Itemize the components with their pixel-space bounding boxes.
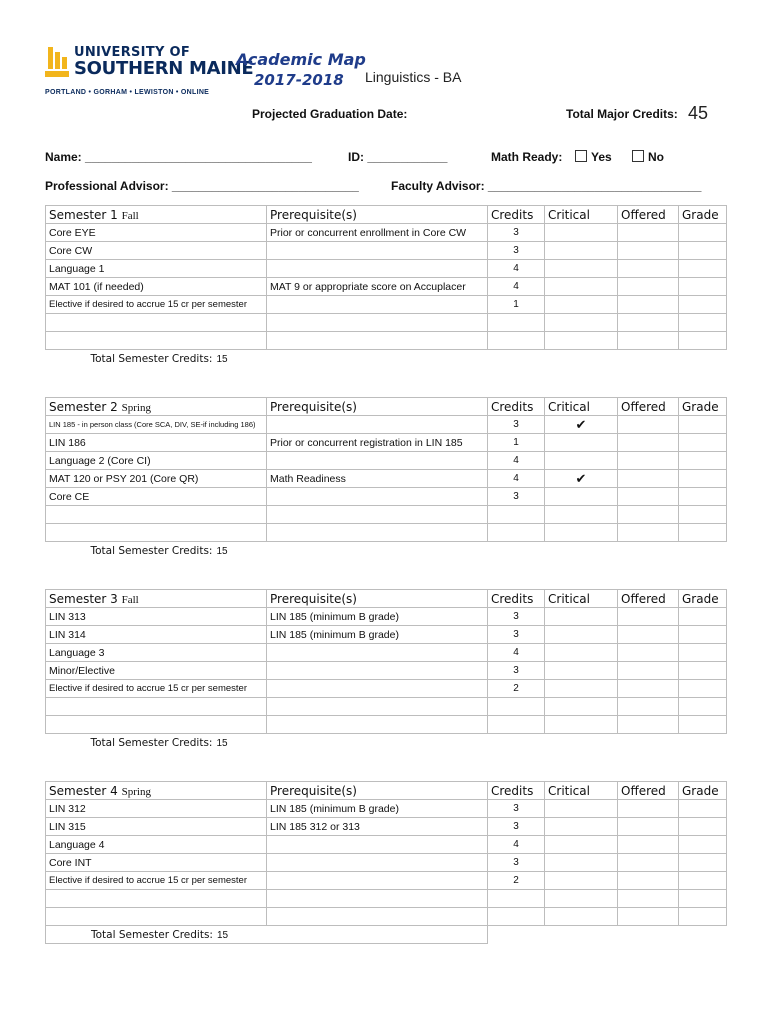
offered-header: Offered (618, 782, 679, 800)
critical-cell (545, 836, 618, 854)
semester-header-row (46, 590, 727, 608)
offered-header: Offered (618, 206, 679, 224)
offered-header: Offered (618, 590, 679, 608)
table-row (46, 800, 727, 818)
course-cell: Elective if desired to accrue 15 cr per semester (46, 680, 267, 698)
credits-cell: 4 (488, 452, 545, 470)
offered-cell (618, 872, 679, 890)
prereq-cell (267, 644, 488, 662)
credits-cell: 3 (488, 488, 545, 506)
critical-cell (545, 488, 618, 506)
critical-header: Critical (545, 590, 618, 608)
offered-cell (618, 224, 679, 242)
empty-row (46, 524, 727, 542)
credits-cell: 3 (488, 608, 545, 626)
total-row (46, 542, 727, 560)
math-ready-no[interactable] (632, 150, 664, 164)
program-name: Linguistics - BA (365, 69, 462, 85)
course-cell: Core CE (46, 488, 267, 506)
grade-cell[interactable] (679, 680, 727, 698)
critical-cell (545, 626, 618, 644)
prereq-cell: Prior or concurrent enrollment in Core CW (267, 224, 488, 242)
course-cell: Minor/Elective (46, 662, 267, 680)
course-cell: LIN 313 (46, 608, 267, 626)
no-label: No (648, 150, 664, 164)
grade-header: Grade (679, 206, 727, 224)
course-cell: Elective if desired to accrue 15 cr per semester (46, 872, 267, 890)
offered-cell (618, 488, 679, 506)
prereq-cell (267, 854, 488, 872)
prereq-cell (267, 836, 488, 854)
critical-cell (545, 872, 618, 890)
credits-cell: 3 (488, 818, 545, 836)
table-row (46, 296, 727, 314)
offered-cell (618, 818, 679, 836)
critical-cell (545, 260, 618, 278)
semester-header-row (46, 206, 727, 224)
grade-cell[interactable] (679, 800, 727, 818)
credits-cell: 1 (488, 296, 545, 314)
prereq-header: Prerequisite(s) (267, 590, 488, 608)
yes-checkbox[interactable] (575, 150, 587, 162)
offered-cell (618, 470, 679, 488)
table-row (46, 452, 727, 470)
course-cell: Language 1 (46, 260, 267, 278)
grade-cell[interactable] (679, 872, 727, 890)
course-cell: LIN 185 - in person class (Core SCA, DIV, SE-if including 186) (46, 416, 267, 434)
empty-row (46, 332, 727, 350)
offered-cell (618, 416, 679, 434)
semester-4-table (45, 781, 727, 944)
critical-cell (545, 224, 618, 242)
total-semester-credits: Total Semester Credits: 15 (90, 736, 228, 749)
semester-3-table (45, 589, 727, 751)
empty-row (46, 506, 727, 524)
projected-graduation-label: Projected Graduation Date: (252, 107, 408, 121)
grade-header: Grade (679, 398, 727, 416)
grade-cell[interactable] (679, 242, 727, 260)
critical-cell (545, 818, 618, 836)
offered-cell (618, 452, 679, 470)
critical-check-icon: ✔ (575, 471, 587, 487)
offered-cell (618, 242, 679, 260)
grade-cell[interactable] (679, 662, 727, 680)
prereq-cell: LIN 185 (minimum B grade) (267, 608, 488, 626)
table-row (46, 680, 727, 698)
table-row (46, 416, 727, 434)
course-cell: Language 2 (Core CI) (46, 452, 267, 470)
credits-header: Credits (488, 782, 545, 800)
prereq-cell: LIN 185 312 or 313 (267, 818, 488, 836)
grade-header: Grade (679, 782, 727, 800)
empty-row (46, 698, 727, 716)
empty-row (46, 908, 727, 926)
critical-cell (545, 452, 618, 470)
semester-header-row (46, 782, 727, 800)
table-row (46, 278, 727, 296)
grade-cell[interactable] (679, 296, 727, 314)
total-row (46, 734, 727, 752)
prereq-cell (267, 416, 488, 434)
map-year: 2017-2018 (254, 71, 344, 89)
grade-cell[interactable] (679, 854, 727, 872)
critical-cell (545, 434, 618, 452)
total-row (46, 926, 727, 944)
credits-cell: 3 (488, 800, 545, 818)
course-cell: Core EYE (46, 224, 267, 242)
grade-cell[interactable] (679, 224, 727, 242)
grade-cell[interactable] (679, 836, 727, 854)
credits-cell: 3 (488, 626, 545, 644)
critical-cell (545, 644, 618, 662)
course-cell: Elective if desired to accrue 15 cr per semester (46, 296, 267, 314)
semester-2-table (45, 397, 727, 559)
prereq-cell (267, 680, 488, 698)
credits-cell: 2 (488, 680, 545, 698)
offered-cell (618, 260, 679, 278)
total-row (46, 350, 727, 368)
credits-cell: 3 (488, 854, 545, 872)
semester-1-table (45, 205, 727, 367)
grade-cell[interactable] (679, 452, 727, 470)
credits-cell: 4 (488, 836, 545, 854)
credits-cell: 3 (488, 242, 545, 260)
professional-advisor-field[interactable]: Professional Advisor: ____________________________ (45, 179, 359, 193)
total-major-credits-label: Total Major Credits: (566, 107, 678, 121)
credits-cell: 1 (488, 434, 545, 452)
usm-logo-icon (45, 47, 69, 79)
course-cell: LIN 314 (46, 626, 267, 644)
grade-cell[interactable] (679, 434, 727, 452)
map-title: Academic Map (236, 50, 366, 69)
critical-cell (545, 608, 618, 626)
table-row (46, 854, 727, 872)
grade-cell[interactable] (679, 470, 727, 488)
critical-cell (545, 416, 618, 434)
table-row (46, 224, 727, 242)
course-cell: MAT 101 (if needed) (46, 278, 267, 296)
credits-cell: 3 (488, 662, 545, 680)
critical-header: Critical (545, 206, 618, 224)
empty-row (46, 890, 727, 908)
semester-title: Semester 4 Spring (46, 782, 267, 800)
table-row (46, 644, 727, 662)
credits-cell: 3 (488, 416, 545, 434)
critical-cell (545, 680, 618, 698)
table-row (46, 260, 727, 278)
prereq-cell: LIN 185 (minimum B grade) (267, 626, 488, 644)
offered-cell (618, 836, 679, 854)
critical-cell (545, 854, 618, 872)
university-line1: UNIVERSITY OF (74, 45, 191, 60)
prereq-header: Prerequisite(s) (267, 398, 488, 416)
critical-cell (545, 470, 618, 488)
prereq-cell: Prior or concurrent registration in LIN 185 (267, 434, 488, 452)
semester-title: Semester 3 Fall (46, 590, 267, 608)
grade-cell[interactable] (679, 608, 727, 626)
campus-list: PORTLAND • GORHAM • LEWISTON • ONLINE (45, 89, 210, 96)
credits-header: Credits (488, 206, 545, 224)
table-row (46, 818, 727, 836)
table-row (46, 488, 727, 506)
grade-cell[interactable] (679, 818, 727, 836)
empty-row (46, 314, 727, 332)
university-line2: SOUTHERN MAINE (74, 58, 254, 79)
name-field[interactable]: Name: __________________________________ (45, 150, 312, 164)
course-cell: LIN 315 (46, 818, 267, 836)
table-row (46, 662, 727, 680)
credits-cell: 3 (488, 224, 545, 242)
course-cell: Language 4 (46, 836, 267, 854)
prereq-header: Prerequisite(s) (267, 206, 488, 224)
prereq-cell (267, 242, 488, 260)
prereq-cell (267, 488, 488, 506)
empty-row (46, 716, 727, 734)
offered-cell (618, 626, 679, 644)
course-cell: Core CW (46, 242, 267, 260)
course-cell: MAT 120 or PSY 201 (Core QR) (46, 470, 267, 488)
credits-cell: 4 (488, 278, 545, 296)
grade-cell[interactable] (679, 626, 727, 644)
course-cell: Core INT (46, 854, 267, 872)
critical-cell (545, 296, 618, 314)
grade-cell[interactable] (679, 644, 727, 662)
total-semester-credits: Total Semester Credits: 15 (46, 926, 488, 944)
table-row (46, 434, 727, 452)
course-cell: Language 3 (46, 644, 267, 662)
credits-cell: 2 (488, 872, 545, 890)
table-row (46, 470, 727, 488)
offered-cell (618, 854, 679, 872)
table-row (46, 608, 727, 626)
prereq-cell (267, 296, 488, 314)
grade-header: Grade (679, 590, 727, 608)
course-cell: LIN 312 (46, 800, 267, 818)
prereq-cell (267, 452, 488, 470)
credits-header: Credits (488, 398, 545, 416)
offered-cell (618, 608, 679, 626)
prereq-cell (267, 662, 488, 680)
id-field[interactable]: ID: ____________ (348, 150, 448, 164)
offered-cell (618, 662, 679, 680)
faculty-advisor-field[interactable]: Faculty Advisor: ________________________________ (391, 179, 702, 193)
credits-cell: 4 (488, 470, 545, 488)
total-semester-credits: Total Semester Credits: 15 (90, 544, 228, 557)
semester-header-row (46, 398, 727, 416)
prereq-cell: LIN 185 (minimum B grade) (267, 800, 488, 818)
offered-header: Offered (618, 398, 679, 416)
grade-cell[interactable] (679, 488, 727, 506)
critical-cell (545, 278, 618, 296)
table-row (46, 872, 727, 890)
offered-cell (618, 278, 679, 296)
prereq-cell: Math Readiness (267, 470, 488, 488)
prereq-cell: MAT 9 or appropriate score on Accuplacer (267, 278, 488, 296)
critical-cell (545, 662, 618, 680)
offered-cell (618, 644, 679, 662)
offered-cell (618, 680, 679, 698)
offered-cell (618, 296, 679, 314)
prereq-cell (267, 872, 488, 890)
semester-title: Semester 2 Spring (46, 398, 267, 416)
semester-title: Semester 1 Fall (46, 206, 267, 224)
grade-cell[interactable] (679, 278, 727, 296)
prereq-cell (267, 260, 488, 278)
grade-cell[interactable] (679, 260, 727, 278)
critical-cell (545, 800, 618, 818)
credits-header: Credits (488, 590, 545, 608)
table-row (46, 242, 727, 260)
total-semester-credits: Total Semester Credits: 15 (90, 352, 228, 365)
offered-cell (618, 434, 679, 452)
critical-header: Critical (545, 782, 618, 800)
table-row (46, 836, 727, 854)
course-cell: LIN 186 (46, 434, 267, 452)
credits-cell: 4 (488, 644, 545, 662)
no-checkbox[interactable] (632, 150, 644, 162)
yes-label: Yes (591, 150, 612, 164)
critical-header: Critical (545, 398, 618, 416)
total-major-credits-value: 45 (688, 103, 709, 123)
math-ready-yes[interactable] (575, 150, 612, 164)
grade-cell[interactable] (679, 416, 727, 434)
math-ready-label: Math Ready: (491, 150, 563, 164)
critical-cell (545, 242, 618, 260)
critical-check-icon: ✔ (575, 417, 587, 433)
credits-cell: 4 (488, 260, 545, 278)
prereq-header: Prerequisite(s) (267, 782, 488, 800)
offered-cell (618, 800, 679, 818)
table-row (46, 626, 727, 644)
